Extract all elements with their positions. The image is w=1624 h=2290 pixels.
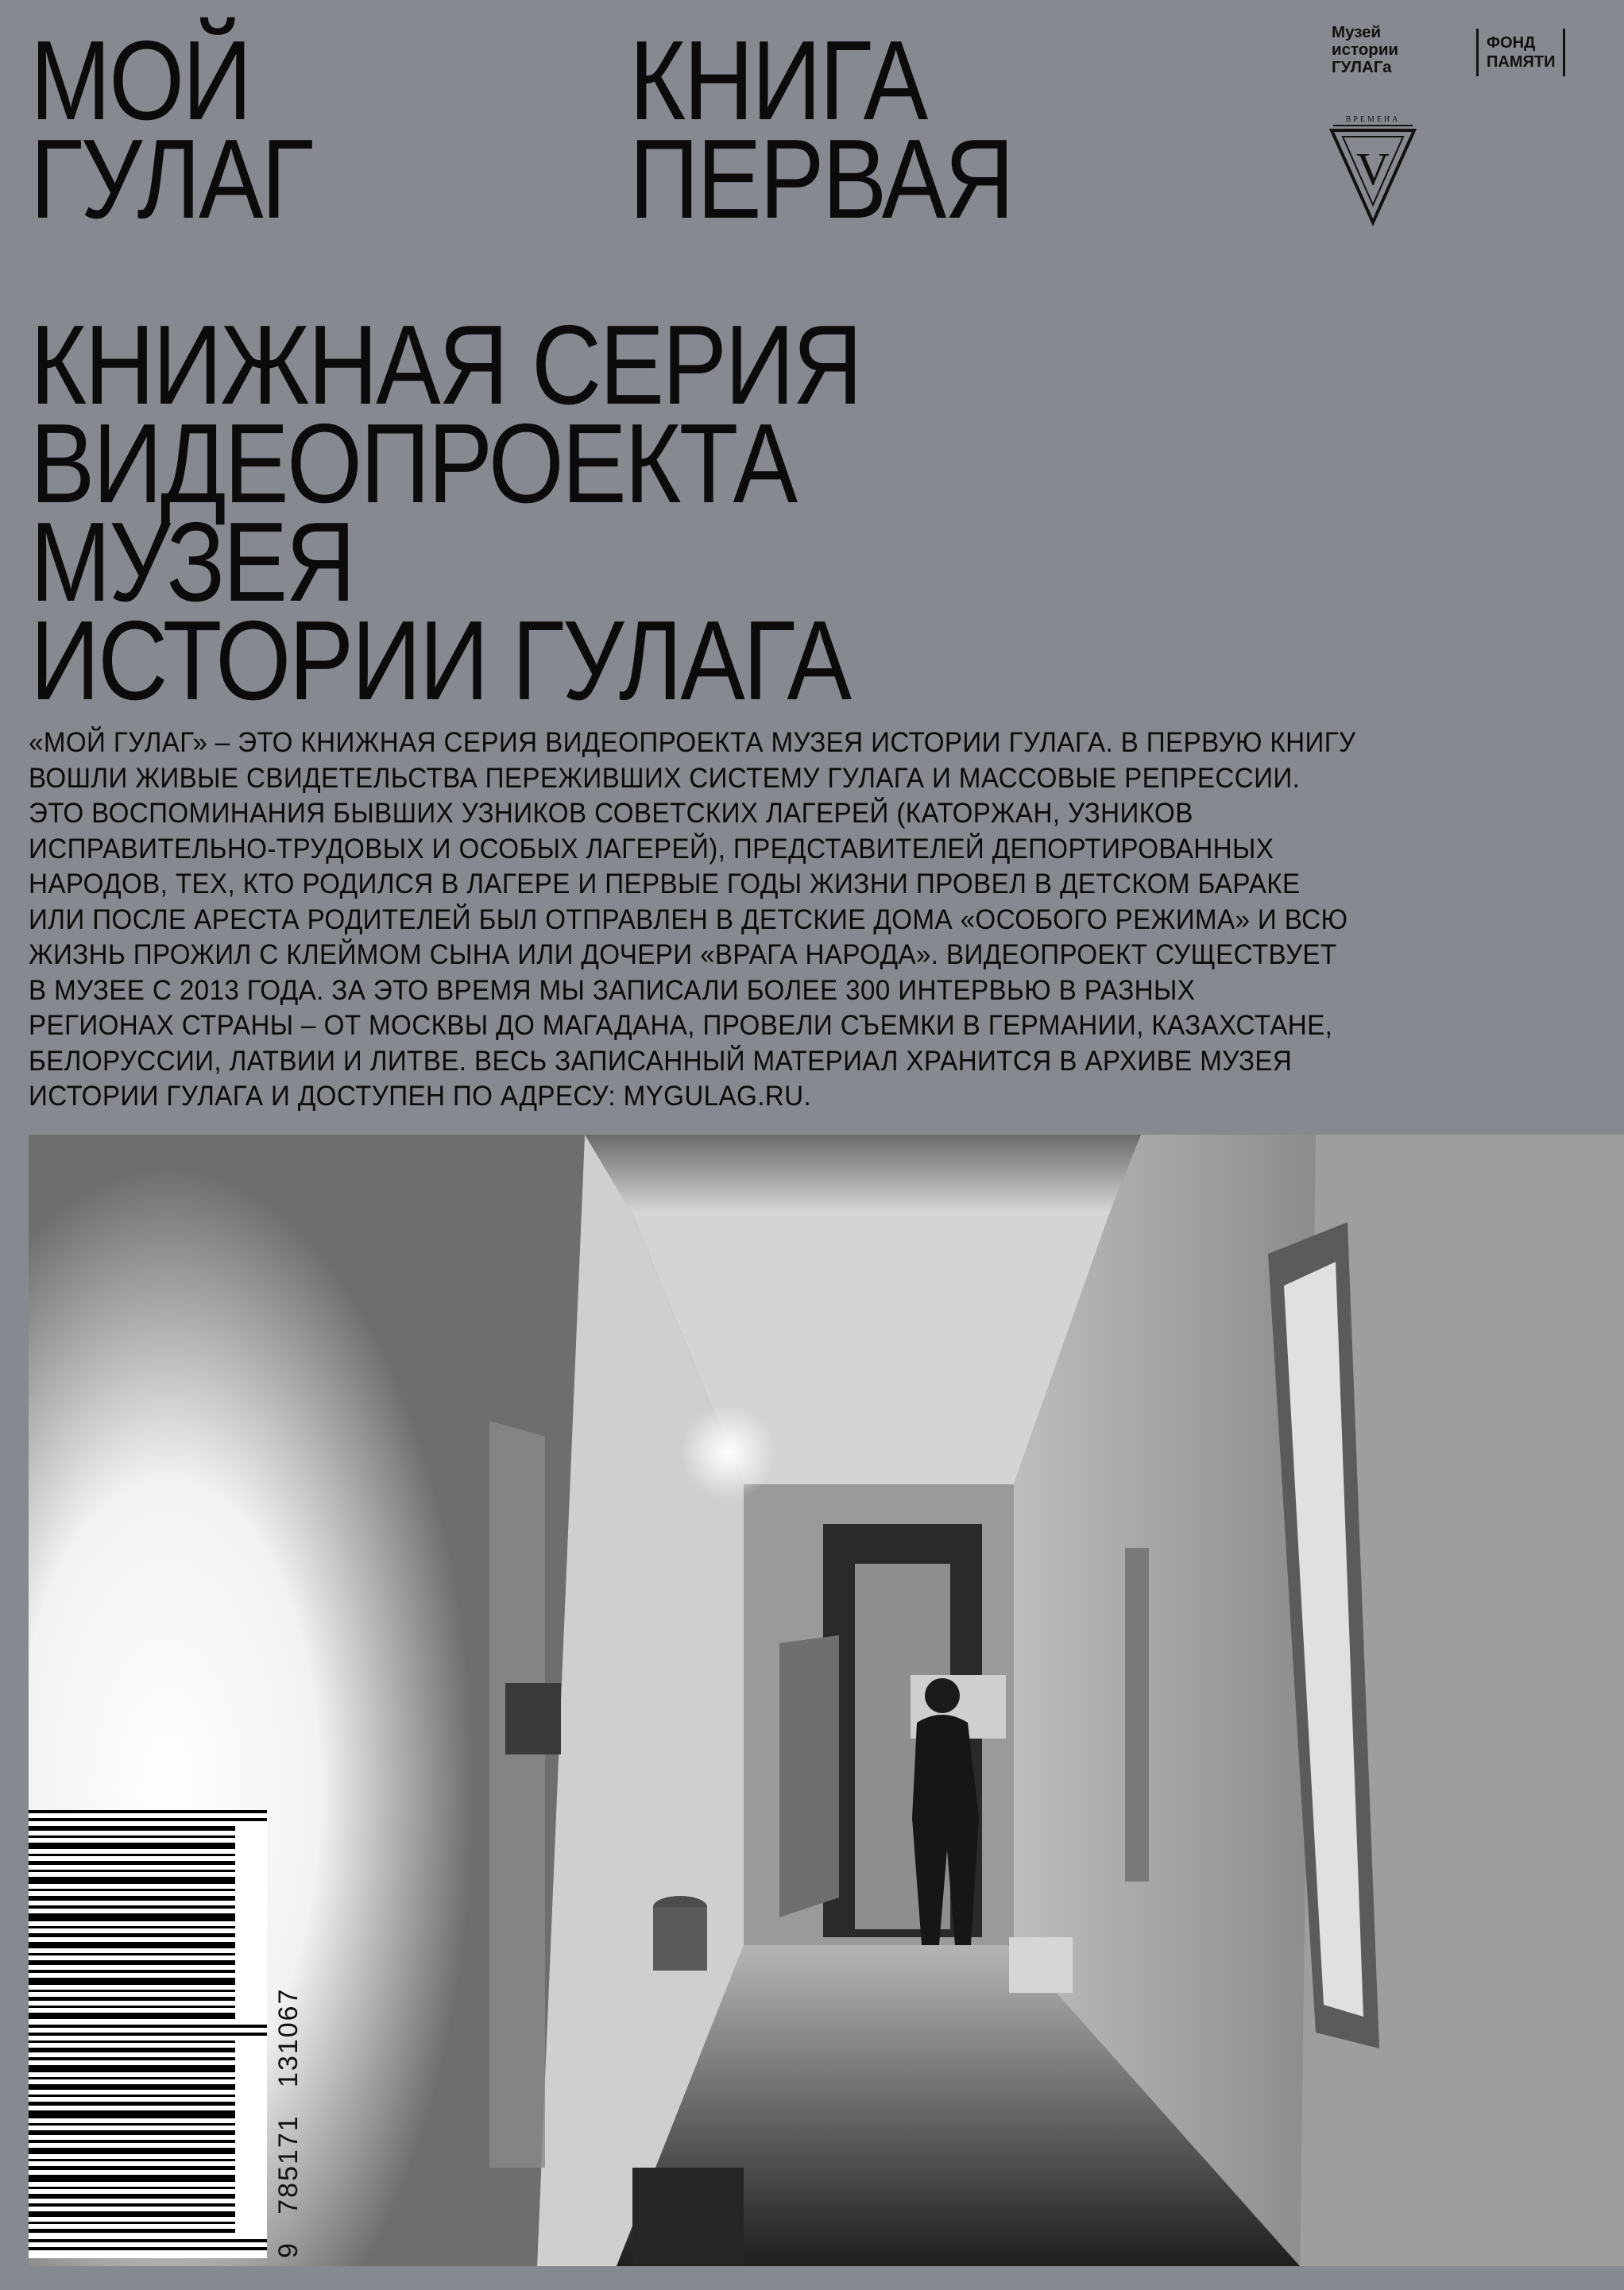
isbn-digits: 9 785171 131067: [273, 1987, 304, 2258]
corridor-photo: [29, 1135, 1624, 2266]
vremena-letter: V: [1356, 143, 1390, 195]
series-heading: КНИЖНАЯ СЕРИЯ ВИДЕОПРОЕКТА МУЗЕЯ ИСТОРИИ ГУЛАГА: [30, 302, 861, 724]
isbn-barcode: [29, 1810, 267, 2258]
book-title-left: МОЙ ГУЛАГ: [30, 17, 312, 242]
vremena-publisher-logo: [1328, 111, 1417, 229]
fond-pamyati-logo: ФОНД ПАМЯТИ: [1476, 29, 1565, 76]
series-description: «МОЙ ГУЛАГ» – ЭТО КНИЖНАЯ СЕРИЯ ВИДЕОПРОЕКТА МУЗЕЯ ИСТОРИИ ГУЛАГА. В ПЕРВУЮ КНИГУ ВОШЛИ ЖИВЫЕ СВИДЕТЕЛЬСТВА ПЕРЕЖИВШИХ СИСТЕМУ ГУЛАГА И МАССОВЫЕ РЕПРЕССИИ. ЭТО ВОСПОМИНАНИЯ БЫВШИХ УЗНИКОВ СОВЕТСКИХ ЛАГЕРЕЙ (КАТОРЖАН, УЗНИКОВ ИСПРАВИТЕЛЬНО-ТРУДОВЫХ И ОСОБЫХ ЛАГЕРЕЙ), ПРЕДСТАВИТЕЛЕЙ ДЕПОРТИРОВАННЫХ НАРОДОВ, ТЕХ, КТО РОДИЛСЯ В ЛАГЕРЕ И ПЕРВЫЕ ГОДЫ ЖИЗНИ ПРОВЕЛ В ДЕТСКОМ БАРАКЕ ИЛИ ПОСЛЕ АРЕСТА РОДИТЕЛЕЙ БЫЛ ОТПРАВЛЕН В ДЕТСКИЕ ДОМА «ОСОБОГО РЕЖИМА» И ВСЮ ЖИЗНЬ ПРОЖИЛ С КЛЕЙМОМ СЫНА ИЛИ ДОЧЕРИ «ВРАГА НАРОДА». ВИДЕОПРОЕКТ СУЩЕСТВУЕТ В МУЗЕЕ С 2013 ГОДА. ЗА ЭТО ВРЕМЯ МЫ ЗАПИСАЛИ БОЛЕЕ 300 ИНТЕРВЬЮ В РАЗНЫХ РЕГИОНАХ СТРАНЫ – ОТ МОСКВЫ ДО МАГАДАНА, ПРОВЕЛИ СЪЕМКИ В ГЕРМАНИИ, КАЗАХСТАНЕ, БЕЛОРУССИИ, ЛАТВИИ И ЛИТВЕ. ВЕСЬ ЗАПИСАННЫЙ МАТЕРИАЛ ХРАНИТСЯ В АРХИВЕ МУЗЕЯ ИСТОРИИ ГУЛАГА И ДОСТУПЕН ПО АДРЕСУ: MYGULAG.RU.: [29, 726, 1356, 1112]
vremena-word: ВРЕМЕНА: [1345, 115, 1401, 124]
museum-logo: Музей истории ГУЛАГа: [1332, 23, 1399, 76]
book-title-right: КНИГА ПЕРВАЯ: [629, 17, 1013, 242]
